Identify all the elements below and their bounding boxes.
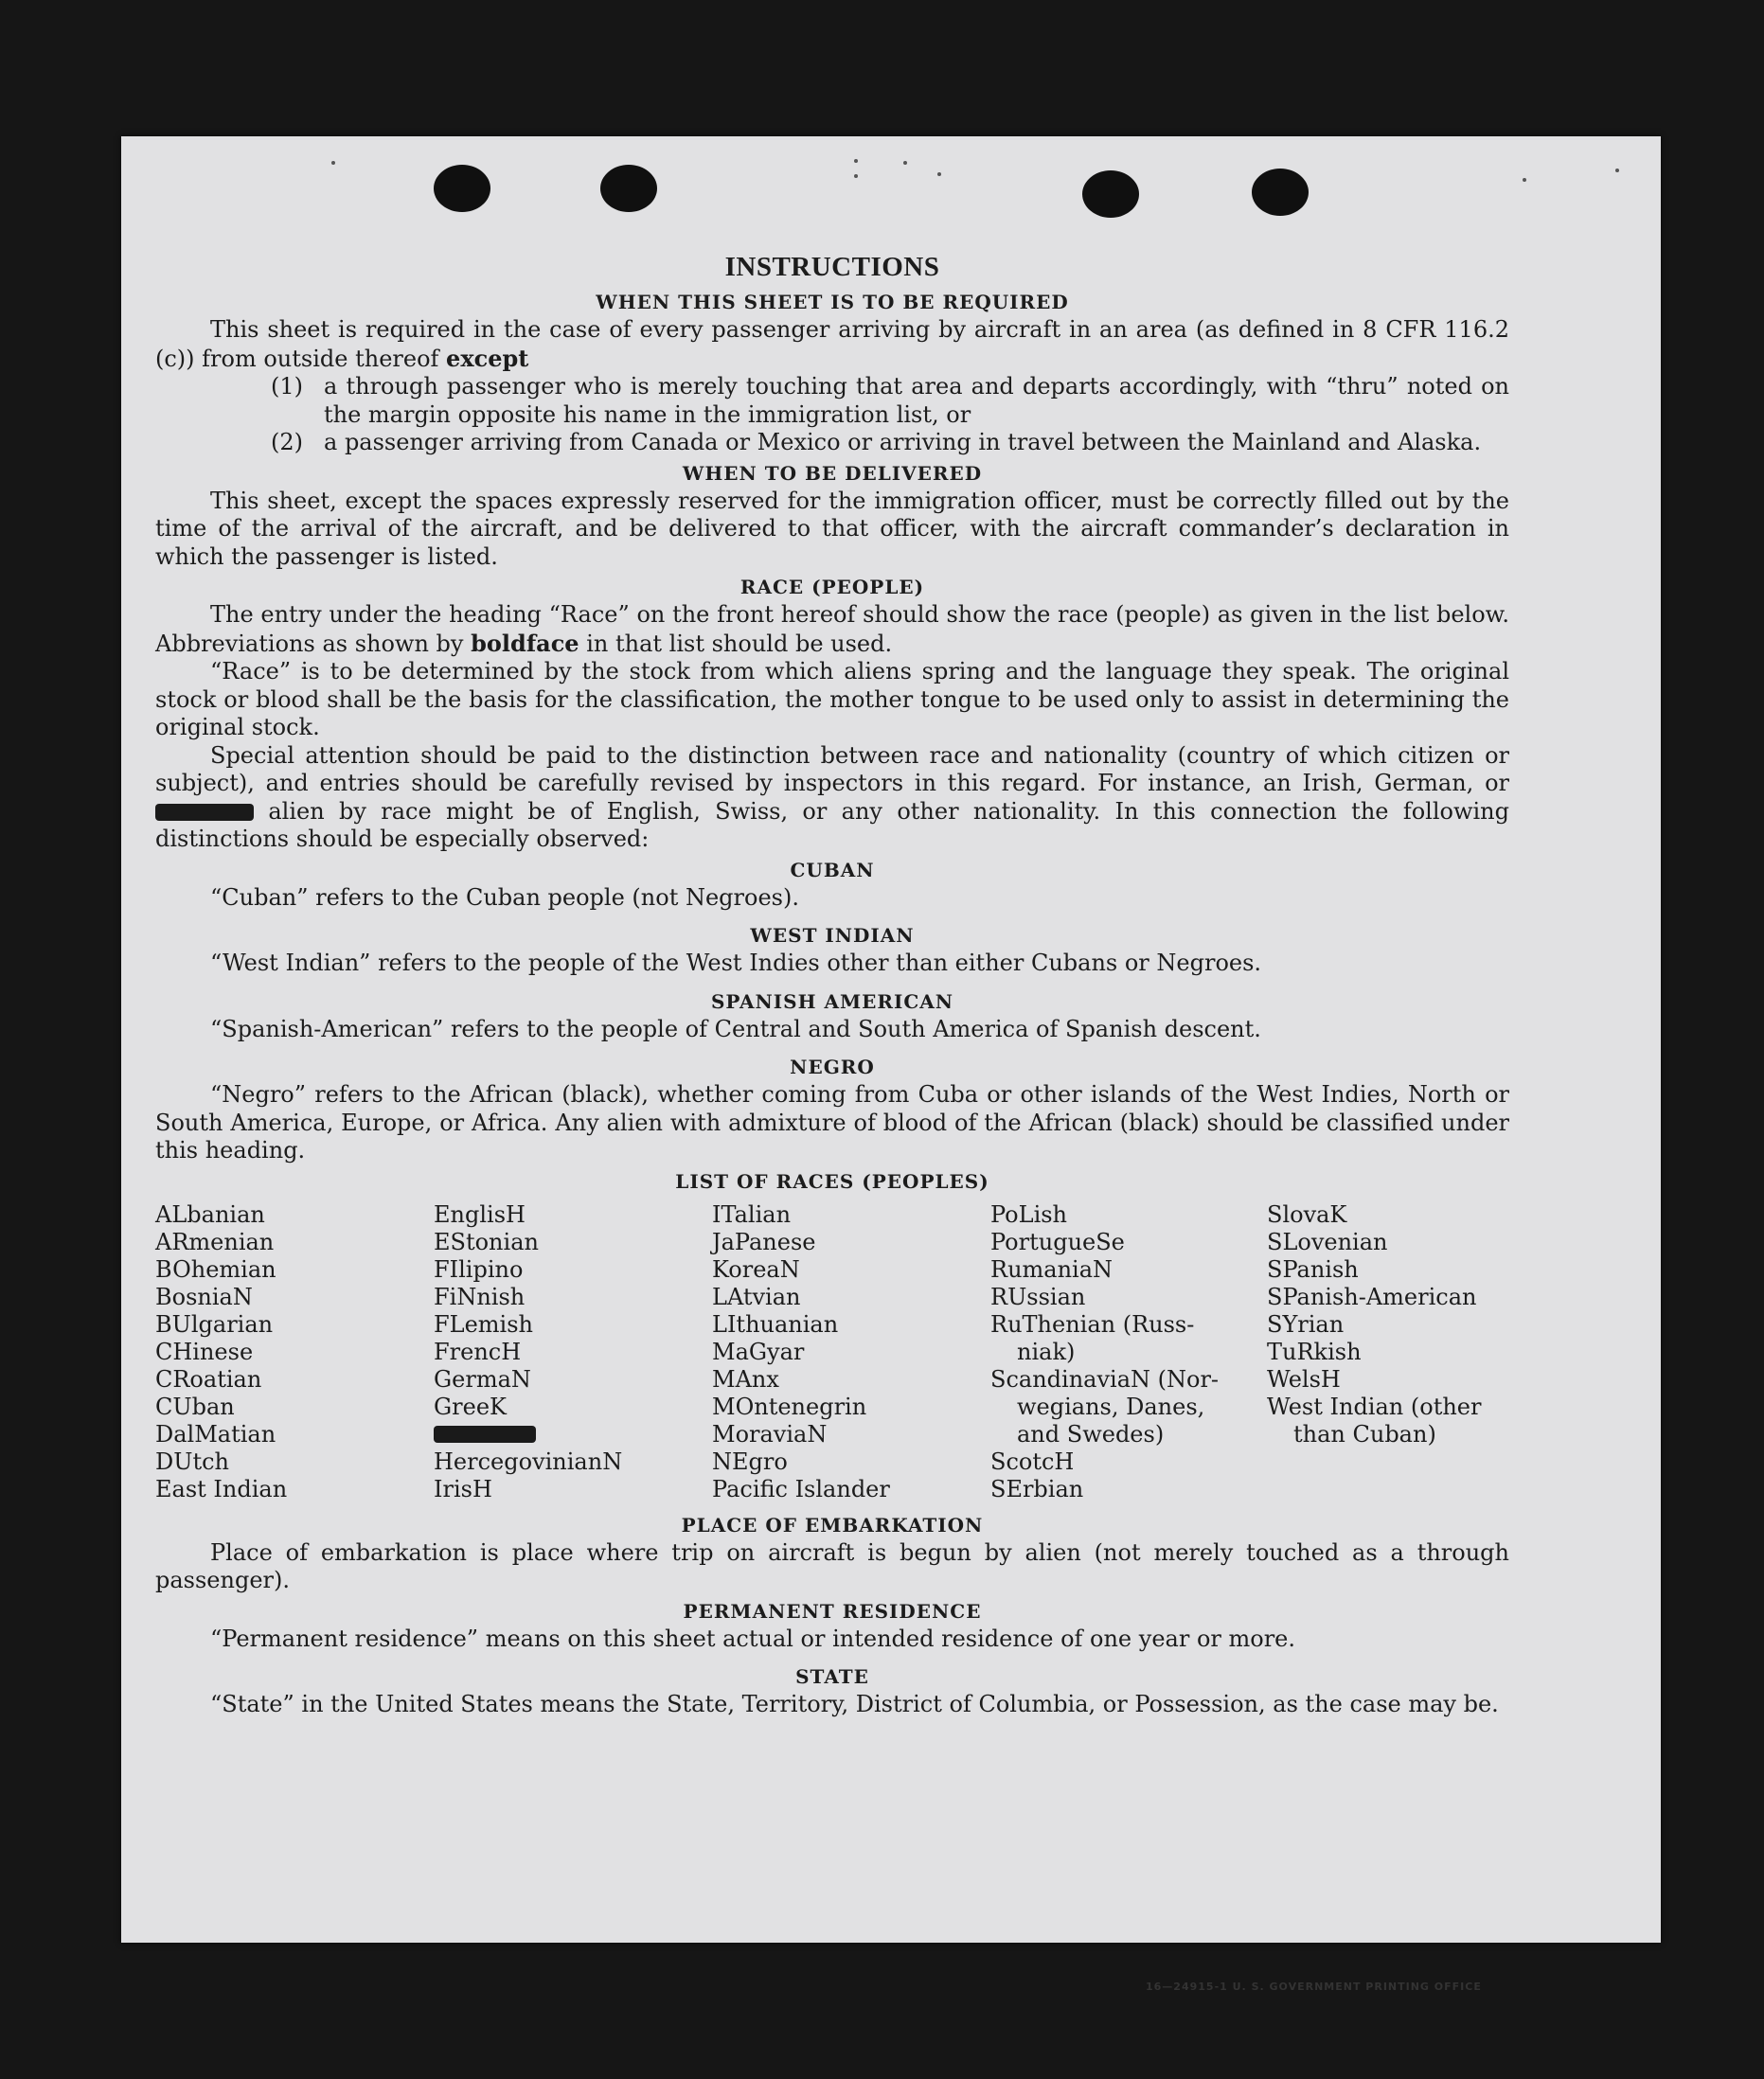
race-item: WelsH — [1267, 1365, 1341, 1393]
race-item: ScandinaviaN (Nor- — [990, 1365, 1220, 1393]
punch-hole — [1252, 169, 1309, 216]
race-item: CUban — [155, 1393, 235, 1420]
dust-speck — [854, 174, 858, 178]
race-item: SErbian — [990, 1475, 1084, 1502]
race-item: BOhemian — [155, 1255, 276, 1283]
dust-speck — [903, 161, 907, 165]
redaction-mark — [155, 804, 254, 821]
race-item: MOntenegrin — [712, 1393, 867, 1420]
race-item: FiNnish — [434, 1283, 526, 1310]
paragraph-when-required: This sheet is required in the case of every passenger arriving by aircraft in an area (as defined in 8 CFR 116.2 (c)) from outside thereof except — [155, 316, 1509, 372]
race-item: West Indian (other — [1267, 1393, 1482, 1420]
dust-speck — [331, 161, 335, 165]
printer-mark: 16—24915-1 U. S. GOVERNMENT PRINTING OFFICE — [1146, 1981, 1482, 1993]
paragraph-state: “State” in the United States means the State, Territory, District of Columbia, or Possession, as the case may be. — [210, 1691, 1499, 1717]
dust-speck — [937, 172, 941, 176]
heading-state: STATE — [795, 1665, 869, 1688]
race-item: DalMatian — [155, 1420, 276, 1448]
redacted-race-item — [434, 1421, 712, 1448]
race-item: SLovenian — [1267, 1228, 1388, 1255]
race-item: BUlgarian — [155, 1310, 274, 1338]
race-item: MaGyar — [712, 1338, 805, 1365]
dust-speck — [1615, 169, 1619, 172]
instructions-body — [155, 248, 1509, 1719]
race-item: RUssian — [990, 1283, 1086, 1310]
race-column-3 — [712, 1201, 990, 1503]
race-item: NEgro — [712, 1448, 788, 1475]
race-item: FrencH — [434, 1338, 522, 1365]
race-item: KoreaN — [712, 1255, 800, 1283]
race-item: ALbanian — [155, 1200, 265, 1228]
heading-cuban: CUBAN — [790, 858, 875, 881]
race-item: East Indian — [155, 1475, 288, 1502]
punch-hole — [434, 165, 490, 212]
heading-embarkation: PLACE OF EMBARKATION — [681, 1513, 984, 1537]
race-item: MoraviaN — [712, 1420, 828, 1448]
heading-spanish-american: SPANISH AMERICAN — [710, 989, 954, 1013]
paragraph-negro: “Negro” refers to the African (black), whether coming from Cuba or other islands of the West Indies, North or South America, Europe, or Africa. Any alien with admixture of blood of the African (black) should be classified under this heading. — [155, 1081, 1509, 1164]
race-item: CRoatian — [155, 1365, 262, 1393]
heading-race: RACE (PEOPLE) — [739, 576, 925, 598]
race-item: FLemish — [434, 1310, 533, 1338]
heading-when-required: WHEN THIS SHEET IS TO BE REQUIRED — [596, 291, 1069, 313]
race-item: BosniaN — [155, 1283, 253, 1310]
paragraph-west-indian: “West Indian” refers to the people of the West Indies other than either Cubans or Negroes. — [210, 950, 1262, 976]
race-item: RuThenian (Russ- — [990, 1310, 1195, 1338]
race-item: SlovaK — [1267, 1200, 1347, 1228]
race-item: than Cuban) — [1293, 1420, 1436, 1448]
paragraph-permanent-residence: “Permanent residence” means on this sheet actual or intended residence of one year or more. — [210, 1625, 1295, 1652]
heading-permanent-residence: PERMANENT RESIDENCE — [683, 1599, 982, 1623]
race-item: ITalian — [712, 1200, 792, 1228]
race-column-4 — [990, 1201, 1267, 1503]
paragraph-race-1: The entry under the heading “Race” on the front hereof should show the race (people) as given in the list below. Abbreviations as shown by boldface in that list should be used. — [155, 601, 1509, 657]
race-item: RumaniaN — [990, 1255, 1114, 1283]
race-item: EnglisH — [434, 1200, 526, 1228]
punch-hole — [1082, 170, 1139, 218]
race-item: ARmenian — [155, 1228, 275, 1255]
heading-list-of-races: LIST OF RACES (PEOPLES) — [675, 1169, 989, 1193]
race-item: FIlipino — [434, 1255, 524, 1283]
race-item: PoLish — [990, 1200, 1068, 1228]
race-item: LAtvian — [712, 1283, 801, 1310]
race-item: SPanish — [1267, 1255, 1359, 1283]
dust-speck — [854, 159, 858, 163]
paragraph-spanish-american: “Spanish-American” refers to the people of Central and South America of Spanish descent. — [210, 1015, 1261, 1042]
heading-west-indian: WEST INDIAN — [750, 924, 915, 947]
heading-when-delivered: WHEN TO BE DELIVERED — [682, 461, 983, 485]
paragraph-cuban: “Cuban” refers to the Cuban people (not Negroes). — [210, 883, 799, 911]
race-item: HercegovinianN — [434, 1448, 623, 1475]
dust-speck — [1523, 178, 1526, 182]
race-column-2 — [434, 1201, 712, 1503]
race-item: CHinese — [155, 1338, 254, 1365]
race-item: TuRkish — [1267, 1338, 1362, 1365]
race-item: IrisH — [434, 1475, 492, 1502]
race-item: ScotcH — [990, 1448, 1075, 1475]
race-item: and Swedes) — [1017, 1420, 1165, 1448]
race-column-5 — [1267, 1201, 1509, 1503]
race-item: DUtch — [155, 1448, 230, 1475]
race-item: niak) — [1017, 1338, 1076, 1365]
race-item: PortugueSe — [990, 1228, 1125, 1255]
heading-negro: NEGRO — [790, 1056, 875, 1078]
race-column-1 — [155, 1201, 434, 1503]
paragraph-race-2: “Race” is to be determined by the stock from which aliens spring and the language they speak. The original stock or blood shall be the basis for the classification, the mother tongue to be used only to assist in determining the original stock. — [155, 658, 1509, 740]
race-item: wegians, Danes, — [1017, 1393, 1205, 1420]
race-item: EStonian — [434, 1228, 539, 1255]
race-item: Pacific Islander — [712, 1475, 890, 1502]
race-item: JaPanese — [712, 1228, 816, 1255]
redaction-mark — [434, 1426, 536, 1443]
race-item: MAnx — [712, 1365, 779, 1393]
punch-hole — [600, 165, 657, 212]
exception-item-1: (1) a through passenger who is merely touching that area and departs accordingly, with “thru” noted on the margin opposite his name in the immigration list, or — [271, 373, 1509, 428]
exception-item-2: (2) a passenger arriving from Canada or Mexico or arriving in travel between the Mainland and Alaska. — [271, 429, 1482, 455]
paragraph-embarkation: Place of embarkation is place where trip on aircraft is begun by alien (not merely touched as a through passenger). — [155, 1538, 1509, 1593]
race-item: SPanish-American — [1267, 1283, 1477, 1310]
race-item: LIthuanian — [712, 1310, 839, 1338]
paragraph-race-3: Special attention should be paid to the distinction between race and nationality (country of which citizen or subject), and entries should be carefully revised by inspectors in this regard. For instance, an Irish, German, or alien by race might be of English, Swiss, or any other nationality. In this connection the following distinctions should be especially observed: — [155, 741, 1509, 852]
paragraph-when-delivered: This sheet, except the spaces expressly reserved for the immigration officer, must be correctly filled out by the time of the arrival of the aircraft, and be delivered to that officer, with the aircraft commander’s declaration in which the passenger is listed. — [155, 487, 1509, 570]
instruction-sheet — [121, 136, 1661, 1993]
race-item: GermaN — [434, 1365, 531, 1393]
page-title: INSTRUCTIONS — [724, 252, 940, 282]
race-item: GreeK — [434, 1393, 507, 1420]
race-list — [155, 1201, 1509, 1503]
race-item: SYrian — [1267, 1310, 1345, 1338]
